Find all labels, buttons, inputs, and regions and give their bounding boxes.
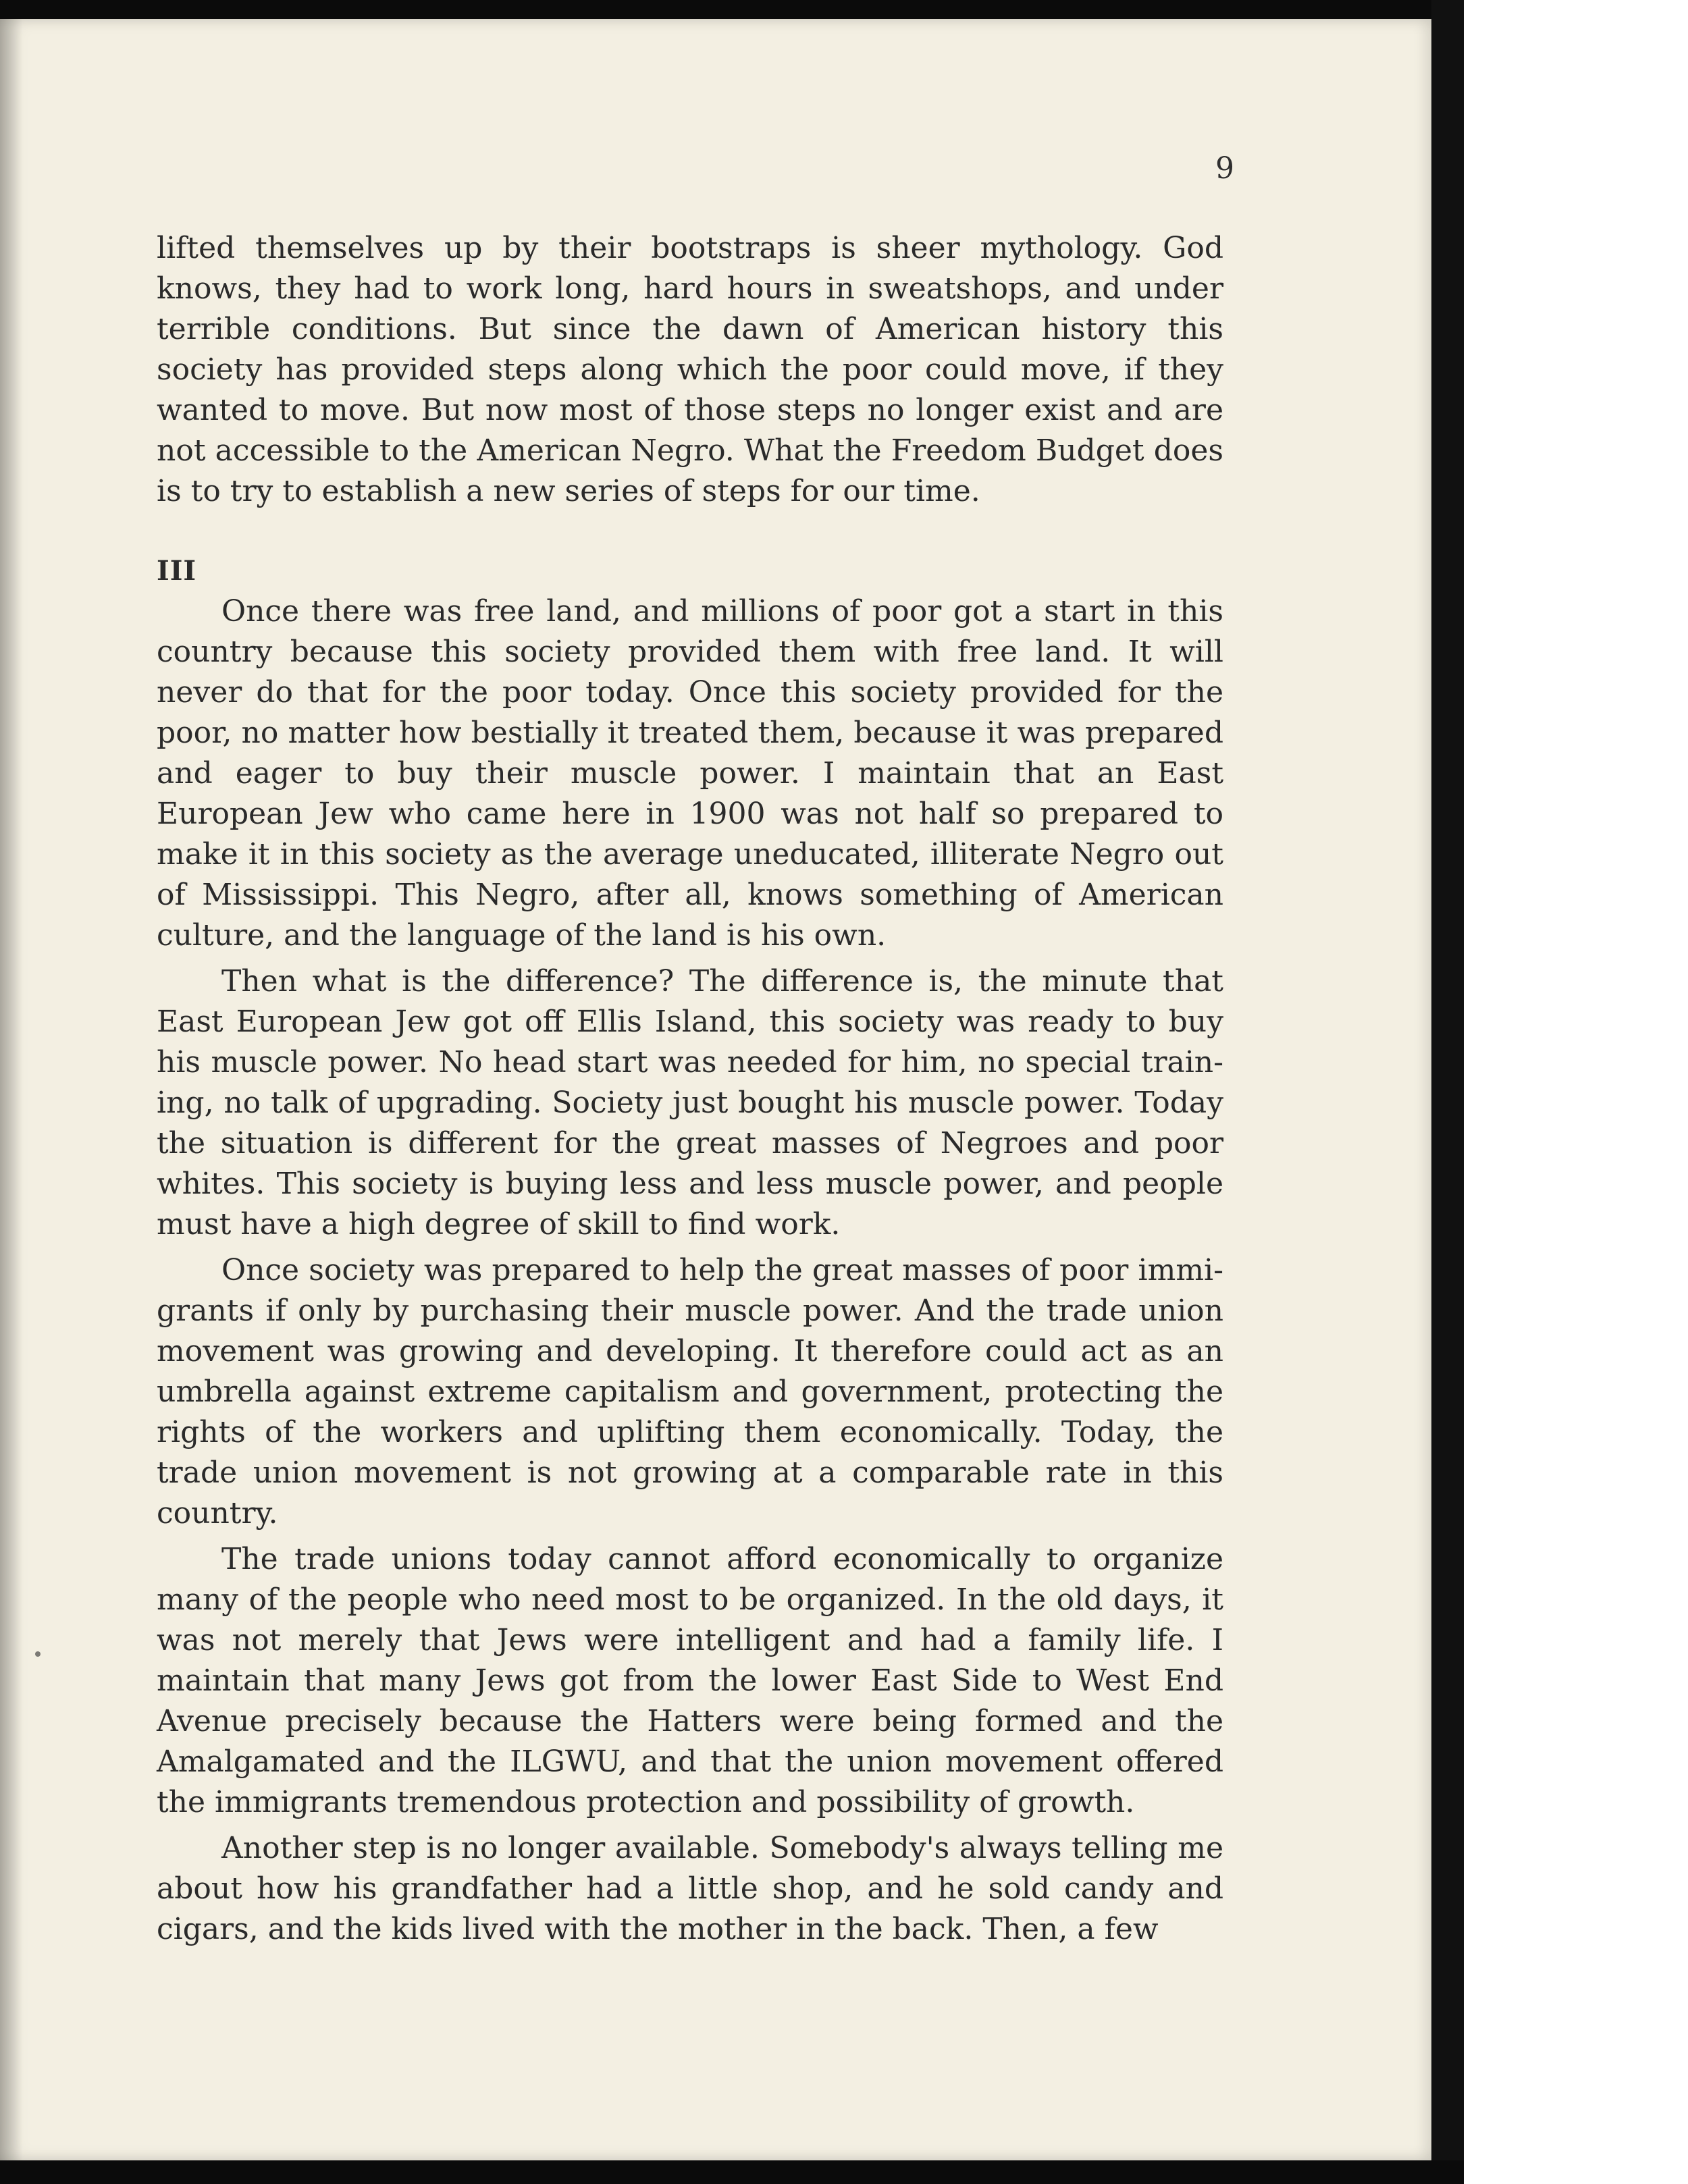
paragraph: The trade unions today cannot afford economically to organize many of the people who need most to be organized. In the old days, it was not merely that Jews were intelligent and had a family life. I maintain that many Jews got from the lower East Side to West End Avenue precisely because the Hatters were being formed and the Amalgamated and the ILGWU, and that the union movement offered the immigrants tremendous protection and possibility of growth. xyxy=(157,1542,1223,1819)
scanner-border-right xyxy=(1431,0,1464,2184)
spine-shadow xyxy=(0,19,23,2160)
paragraph: Then what is the difference? The difference is, the minute that East European Jew got off Ellis Island, this society was ready to buy his muscle power. No head start was needed for him, no special training, no talk of upgrading. Society just bought his muscle power. Today the situation is different for the great masses of Negroes and poor whites. This society is buying less and less muscle power, and people must have a high degree of skill to find work. xyxy=(157,964,1223,1242)
margin-mark xyxy=(35,1651,41,1657)
paragraph-continued: lifted themselves up by their bootstraps is sheer mythology. God knows, they had to work long, hard hours in sweatshops, and under terrible conditions. But since the dawn of American history this society has provided steps along which the poor could move, if they wanted to move. But now most of those steps no longer exist and are not accessible to the American Negro. What the Freedom Budget does is to try to establish a new series of steps for our time. xyxy=(157,231,1223,508)
paragraph: Another step is no longer available. Somebody's always telling me about how his grandfather had a little shop, and he sold candy and cigars, and the kids lived with the mother in the back. Then, a few xyxy=(157,1831,1223,1946)
section-heading: III xyxy=(157,555,197,587)
scanner-border-top xyxy=(0,0,1458,19)
body-text xyxy=(157,228,1223,1950)
paragraph: Once there was free land, and millions of poor got a start in this country because this society provided them with free land. It will never do that for the poor today. Once this society provided for the poor, no matter how bestially it treated them, because it was prepared and eager to buy their muscle power. I maintain that an East European Jew who came here in 1900 was not half so prepared to make it in this society as the average uneducated, illiterate Negro out of Mississippi. This Negro, after all, knows something of American culture, and the language of the land is his own. xyxy=(157,594,1223,953)
paragraph: Once society was prepared to help the great masses of poor immigrants if only by purchasing their muscle power. And the trade union movement was growing and developing. It therefore could act as an umbrella against extreme capitalism and government, protecting the rights of the workers and uplifting them economically. Today, the trade union movement is not growing at a comparable rate in this country. xyxy=(157,1253,1223,1530)
scanner-border-bottom xyxy=(0,2160,1464,2184)
page-number: 9 xyxy=(1215,151,1234,186)
